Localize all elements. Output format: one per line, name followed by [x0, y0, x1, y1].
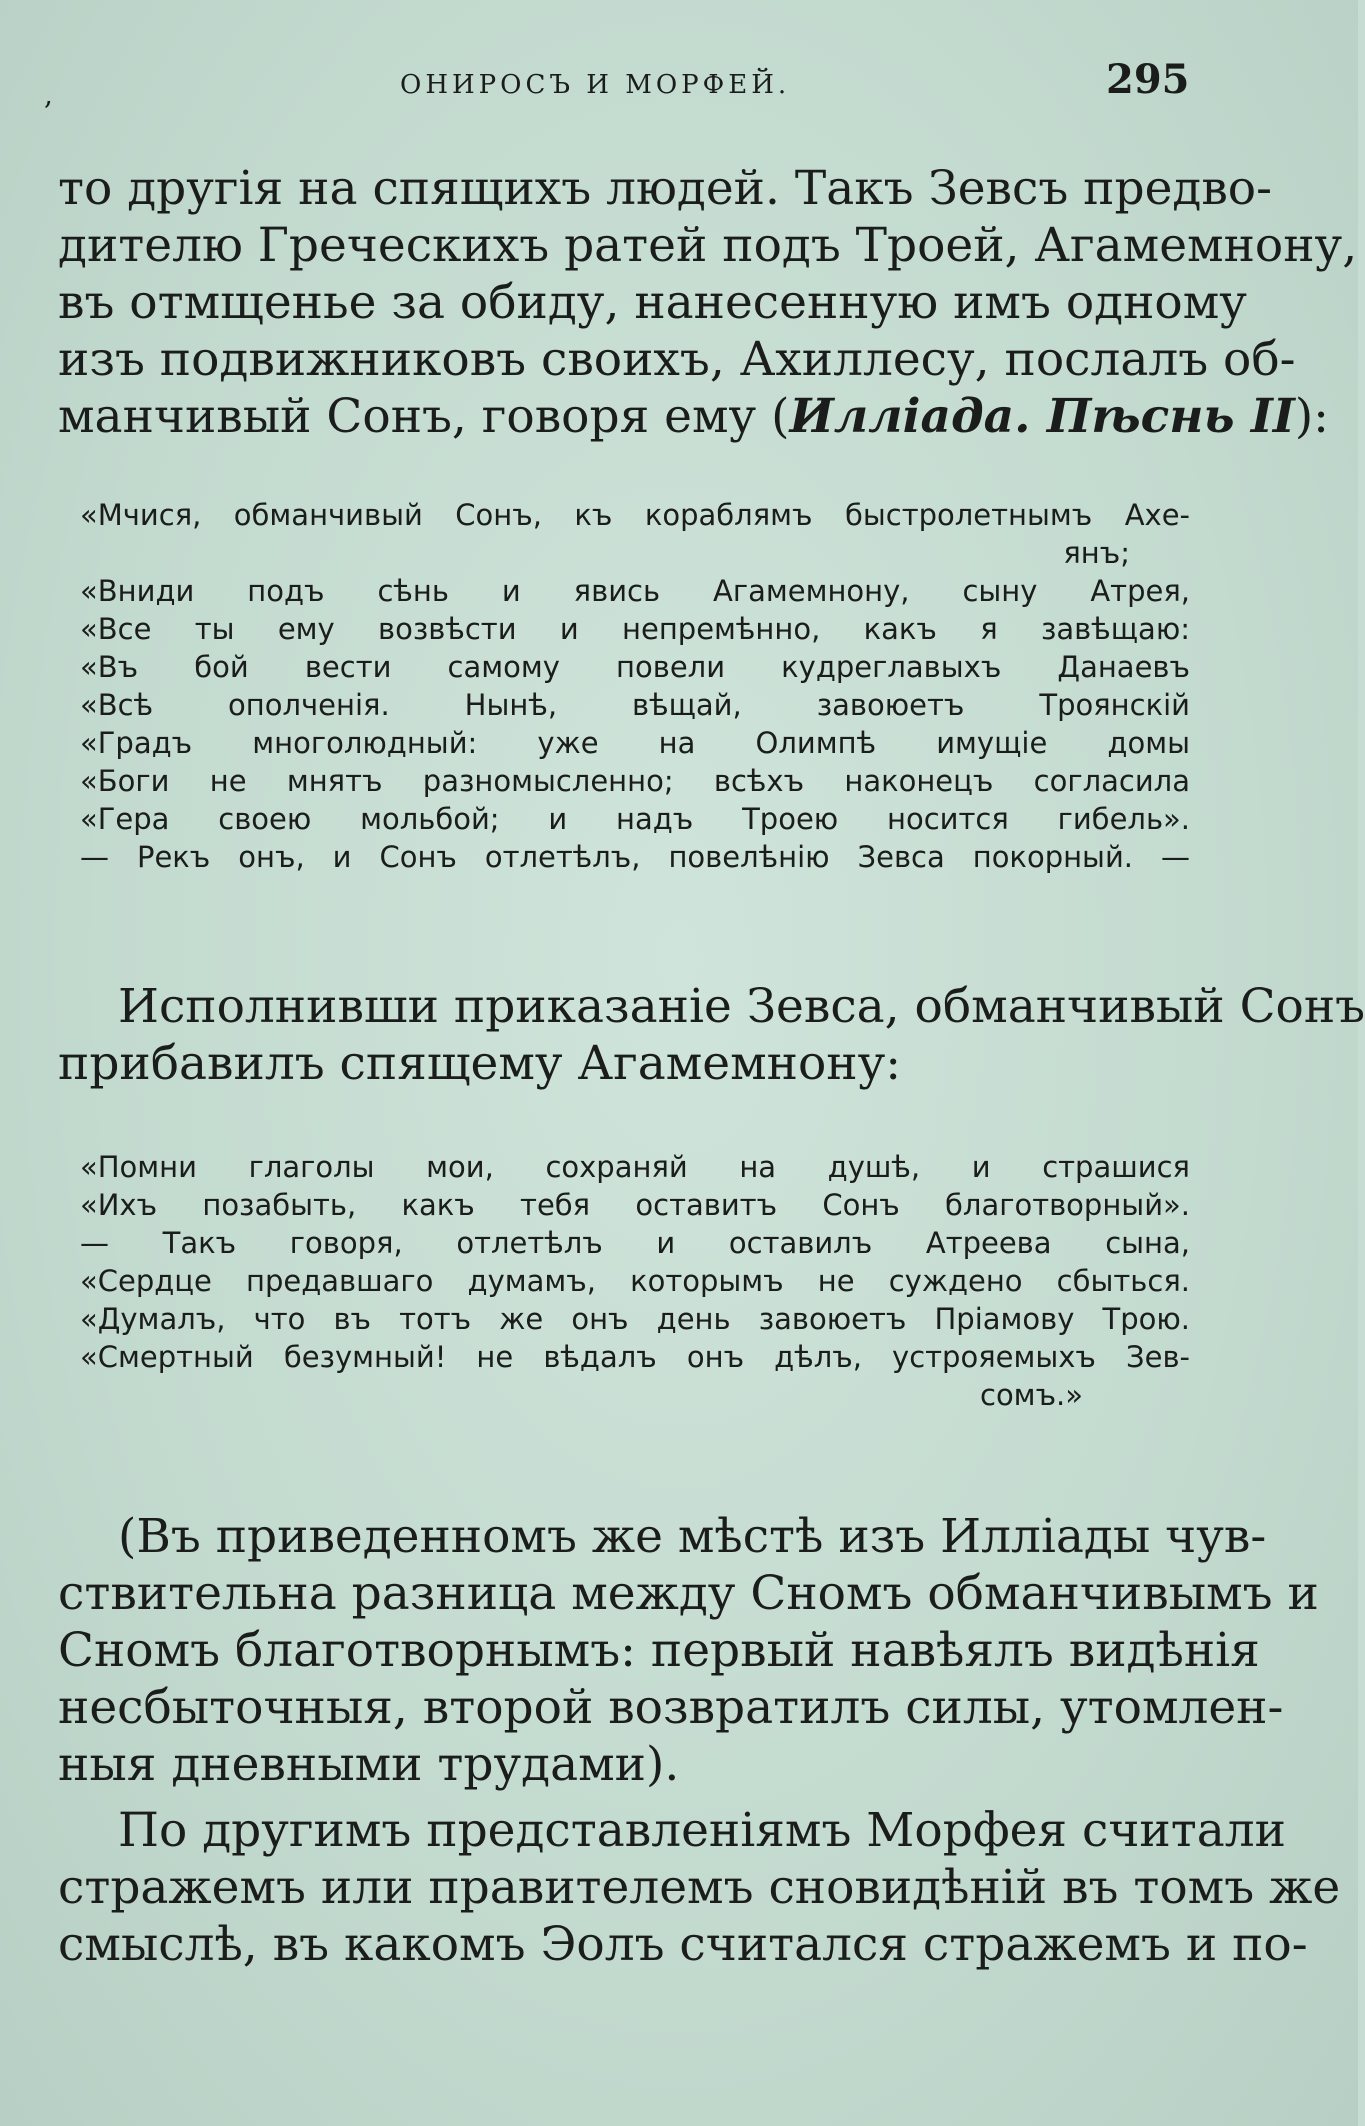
citation: Илліада. Пѣснь II	[789, 389, 1295, 444]
text-line: ныя дневными трудами).	[58, 1737, 680, 1792]
verse-line: «Помни глаголы мои, сохраняй на душѣ, и страшися	[80, 1150, 1190, 1184]
verse-line: «Все ты ему возвѣсти и непремѣнно, какъ я завѣщаю:	[80, 612, 1190, 646]
verse-quote-2	[80, 1148, 1190, 1414]
verse-line: «Ихъ позабыть, какъ тебя оставитъ Сонъ благотворный».	[80, 1188, 1190, 1222]
text-line: несбыточныя, второй возвратилъ силы, утомлен-	[58, 1680, 1284, 1735]
running-title: ОНИРОСЪ И МОРФЕЙ.	[400, 70, 791, 100]
verse-line-continuation: сомъ.»	[980, 1378, 1084, 1412]
margin-mark: ,	[44, 78, 53, 111]
paragraph-1	[58, 160, 1358, 445]
text-line: то другія на спящихъ людей. Такъ Зевсъ предво-	[58, 161, 1272, 216]
verse-line: «Въ бой вести самому повели кудреглавыхъ Данаевъ	[80, 650, 1190, 684]
text-line: прибавилъ спящему Агамемнону:	[58, 1036, 902, 1091]
verse-line-continuation: янъ;	[1063, 536, 1130, 570]
text-line: По другимъ представленіямъ Морфея считали	[118, 1803, 1286, 1858]
text-line: стражемъ или правителемъ сновидѣній въ томъ же	[58, 1860, 1341, 1915]
paragraph-3	[58, 1508, 1319, 1793]
text-line: (Въ приведенномъ же мѣстѣ изъ Илліады чув-	[118, 1509, 1267, 1564]
verse-line: «Сердце предавшаго думамъ, которымъ не суждено сбыться.	[80, 1264, 1190, 1298]
paragraph-4	[58, 1802, 1341, 1973]
text-line: изъ подвижниковъ своихъ, Ахиллесу, послалъ об-	[58, 332, 1296, 387]
verse-line: «Гера своею мольбой; и надъ Троею носится гибель».	[80, 802, 1190, 836]
verse-line: «Боги не мнятъ разномысленно; всѣхъ наконецъ согласила	[80, 764, 1190, 798]
running-header	[0, 56, 1358, 111]
verse-line: «Градъ многолюдный: уже на Олимпѣ имущіе домы	[80, 726, 1190, 760]
verse-line: «Мчися, обманчивый Сонъ, къ кораблямъ быстролетнымъ Ахе-	[80, 498, 1190, 532]
paragraph-2	[58, 978, 1365, 1092]
text-line: ствительна разница между Сномъ обманчивымъ и	[58, 1566, 1319, 1621]
verse-line: «Вниди подъ сѣнь и явись Агамемнону, сыну Атрея,	[80, 574, 1190, 608]
text-line: въ отмщенье за обиду, нанесенную имъ одному	[58, 275, 1247, 330]
text-line: дителю Греческихъ ратей подъ Троей, Агамемнону,	[58, 218, 1358, 273]
page-number: 295	[1106, 56, 1190, 103]
text-line: смыслѣ, въ какомъ Эолъ считался стражемъ и по-	[58, 1917, 1308, 1972]
verse-line: «Всѣ ополченія. Нынѣ, вѣщай, завоюетъ Троянскій	[80, 688, 1190, 722]
text-fragment: ):	[1294, 389, 1329, 444]
verse-line: — Такъ говоря, отлетѣлъ и оставилъ Атреева сына,	[80, 1226, 1190, 1260]
verse-line: «Смертный безумный! не вѣдалъ онъ дѣлъ, устрояемыхъ Зев-	[80, 1340, 1190, 1374]
verse-line: «Думалъ, что въ тотъ же онъ день завоюетъ Пріамову Трою.	[80, 1302, 1190, 1336]
text-line: Сномъ благотворнымъ: первый навѣялъ видѣнія	[58, 1623, 1260, 1678]
verse-quote-1	[80, 496, 1190, 876]
text-line: Исполнивши приказаніе Зевса, обманчивый Сонъ	[118, 979, 1365, 1034]
text-fragment: манчивый Сонъ, говоря ему (	[58, 389, 790, 444]
verse-line: — Рекъ онъ, и Сонъ отлетѣлъ, повелѣнію Зевса покорный. —	[80, 840, 1190, 874]
text-line	[58, 388, 1329, 445]
